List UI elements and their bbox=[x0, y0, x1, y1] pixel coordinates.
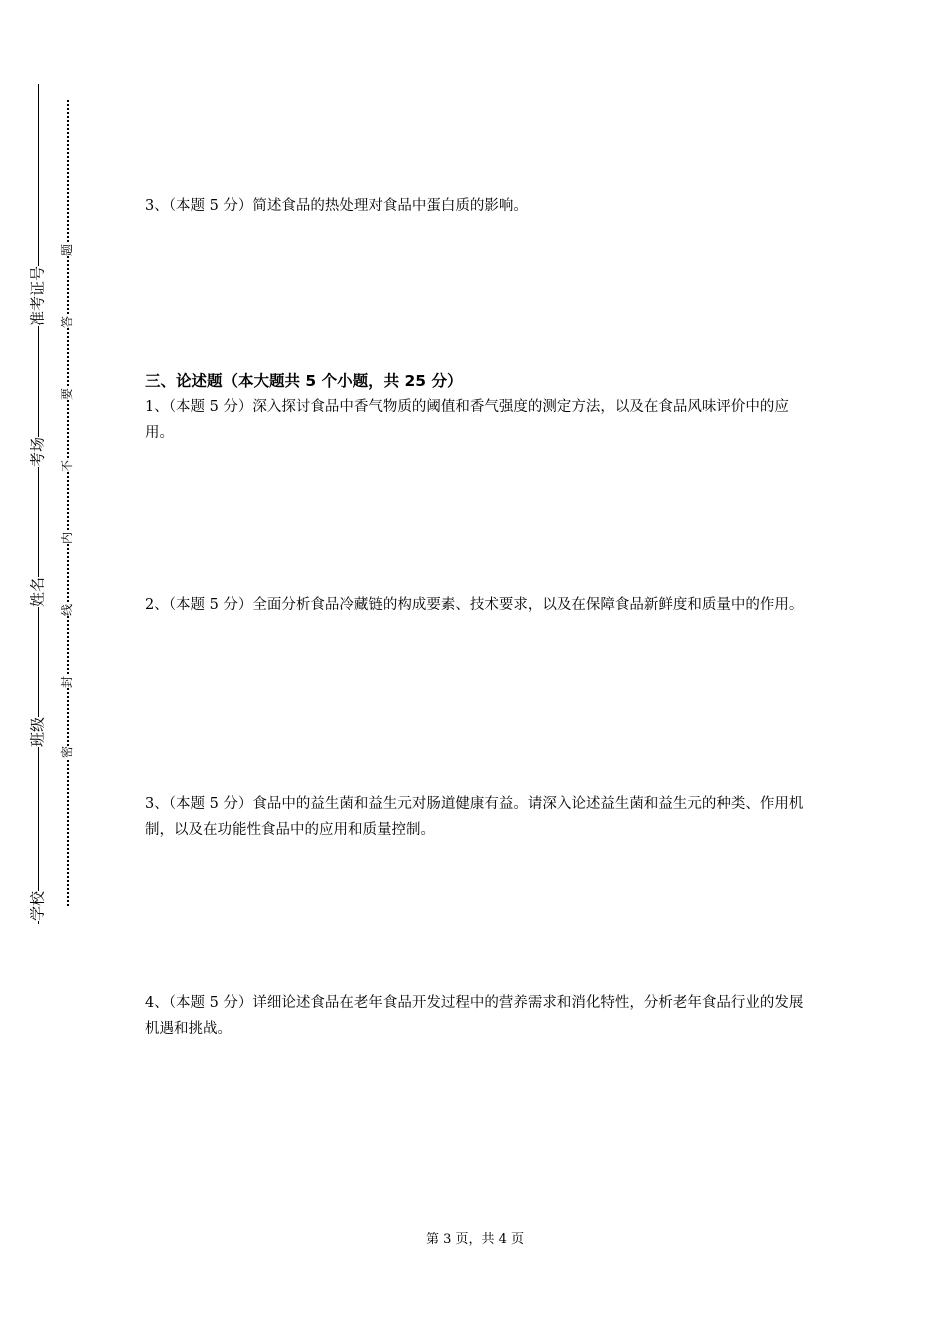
margin-field-label: 学校 bbox=[28, 890, 47, 922]
page-number: 第 3 页，共 4 页 bbox=[425, 1232, 525, 1247]
essay-question-2: 2、（本题 5 分）全面分析食品冷藏链的构成要素、技术要求，以及在保障食品新鲜度和质量中的作用。 bbox=[145, 597, 804, 613]
essay-question-3: 3、（本题 5 分）食品中的益生菌和益生元对肠道健康有益。请深入论述益生菌和益生元的种类、作用机制，以及在功能性食品中的应用和质量控制。 bbox=[145, 796, 804, 838]
section-title: 三、论述题（本大题共 5 个小题，共 25 分） bbox=[145, 372, 463, 390]
margin-field-label: 准考证号 bbox=[28, 265, 47, 327]
binding-line-dotted bbox=[67, 100, 69, 906]
essay-question-1: 1、（本题 5 分）深入探讨食品中香气物质的阈值和香气强度的测定方法，以及在食品风味评价中的应用。 bbox=[145, 399, 789, 441]
essay-question-4: 4、（本题 5 分）详细论述食品在老年食品开发过程中的营养需求和消化特性，分析老年食品行业的发展机遇和挑战。 bbox=[145, 995, 804, 1037]
margin-field-label: 姓名 bbox=[28, 576, 47, 608]
question-prev-3: 3、（本题 5 分）简述食品的热处理对食品中蛋白质的影响。 bbox=[145, 198, 528, 214]
binding-line-solid bbox=[38, 84, 39, 924]
exam-page: 准考证号 考场 姓名 班级 学校 题 答 要 不 内 线 封 密 3、（本题 5 分）简述食品的热处理对食品中蛋白质的影响。 三、论述题（本大题共 5 个小题，共 25 分） 1、（本题 5 分）深入探讨食品中香气物质的阈值和香气强度的测定方法，以及在食品风味评价中的应用。 2、（本题 5 分）全面分析食品冷藏链的构成要素、技术要求，以及在保障食品新鲜度和质量中的作用。 3、（本题 5 分）食品中的益生菌和益生元对肠道健康有益。请深入论述益生菌和益生元的种类、作用机制，以及在功能性食品中的应用和质量控制。 4、（本题 5 分）详细论述食品在老年食品开发过程中的营养需求和消化特性，分析老年食品行业的发展机遇和挑战。 第 3 页，共 4 页 bbox=[0, 0, 950, 1344]
margin-field-label: 班级 bbox=[28, 716, 47, 748]
margin-field-label: 考场 bbox=[28, 436, 47, 468]
